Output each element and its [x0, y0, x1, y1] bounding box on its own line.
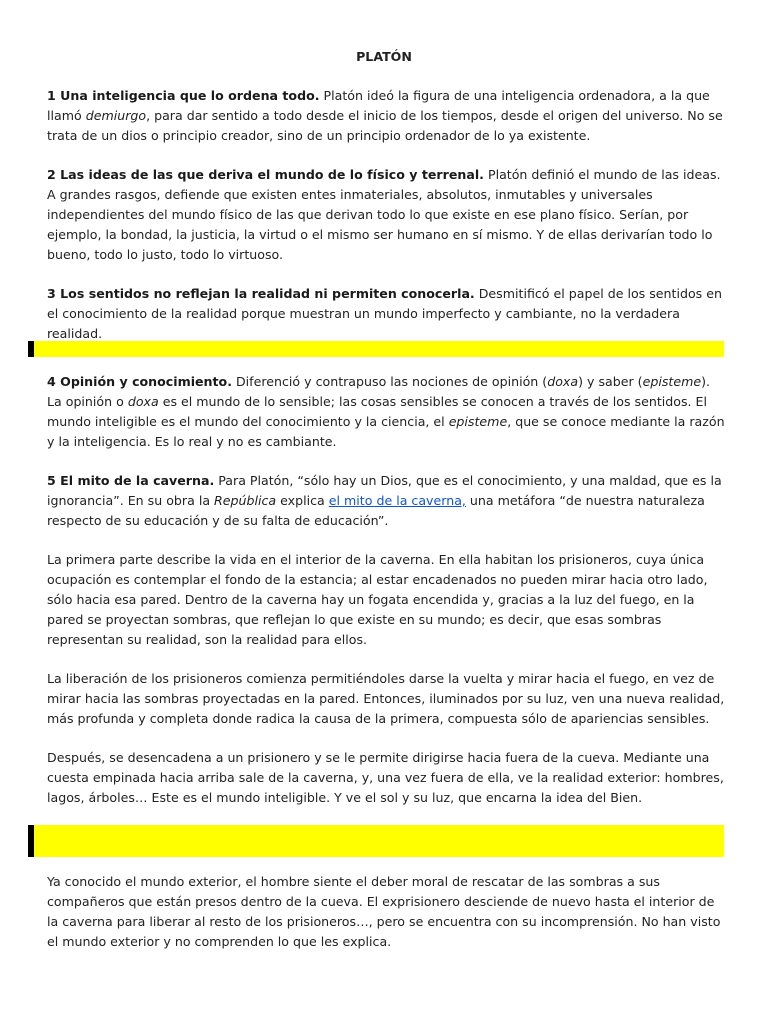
paragraph-4-emphasis-doxa-2: doxa [127, 393, 159, 409]
paragraph-4-emphasis-episteme-2: episteme [448, 413, 508, 429]
paragraph-5-heading: 5 El mito de la caverna. [47, 473, 215, 488]
paragraph-1-text-b: , para dar sentido a todo desde el inicio de los tiempos, desde el origen del universo. No se trata de un dios o principio creador, sino de un principio ordenador de lo ya existente. [47, 107, 723, 143]
paragraph-4-text-d: es el mundo de lo sensible; las cosas sensibles se conocen a través de los sentidos. El mundo inteligible es el mundo del conocimiento y la ciencia, el [47, 393, 707, 429]
paragraph-4-text-b: ) y saber ( [578, 374, 643, 389]
paragraph-5 [47, 471, 727, 531]
paragraph-5-emphasis: República [214, 492, 277, 508]
paragraph-4 [47, 372, 727, 452]
paragraph-2-text: Platón definió el mundo de las ideas. A grandes rasgos, defiende que existen entes inmateriales, absolutos, inmutables y universales independientes del mundo físico de las que derivan todo lo que existe en ese plano físico. Serían, por ejemplo, la bondad, la justicia, la virtud o el mismo ser humano en sí mismo. Y de ellas derivarían todo lo bueno, todo lo justo, todo lo virtuoso. [47, 167, 721, 262]
paragraph-5-text-b: explica [276, 492, 329, 508]
paragraph-4-emphasis-doxa: doxa [547, 374, 579, 389]
page-title: PLATÓN [356, 49, 412, 64]
paragraph-5-text-c: una metáfora “de nuestra naturaleza respecto de su educación y de su falta de educación”. [47, 492, 705, 528]
paragraph-3-text: Desmitificó el papel de los sentidos en el conocimiento de la realidad porque muestran un mundo imperfecto y cambiante, no la verdadera realidad. [47, 286, 722, 341]
paragraph-8: Después, se desencadena a un prisionero y se le permite dirigirse hacia fuera de la cueva. Mediante una cuesta empinada hacia arriba sale de la caverna, y, una vez fuera de ella, ve la realidad exterior: hombres, lagos, árboles… Este es el mundo inteligible. Y ve el sol y su luz, que encarna la idea del Bien. [47, 750, 724, 805]
paragraph-7: La liberación de los prisioneros comienza permitiéndoles darse la vuelta y mirar hacia el fuego, en vez de mirar hacia las sombras proyectadas en la pared. Entonces, iluminados por su luz, ven una nueva realidad, más profunda y completa donde radica la causa de la primera, compuesta sólo de apariencias sensibles. [47, 671, 725, 726]
highlight-bar-1-edge [28, 341, 34, 357]
highlight-bar-2-edge [28, 825, 34, 857]
paragraph-1 [47, 86, 727, 146]
paragraph-5-text-a: Para Platón, “sólo hay un Dios, que es el conocimiento, y una maldad, que es la ignorancia”. En su obra la [47, 473, 722, 508]
paragraph-3-heading: 3 Los sentidos no reflejan la realidad ni permiten conocerla. [47, 286, 475, 301]
paragraph-4-text-e: , que se conoce mediante la razón y la inteligencia. Es lo real y no es cambiante. [47, 413, 725, 449]
paragraph-4-text-a: Diferenció y contrapuso las nociones de opinión ( [231, 374, 548, 389]
paragraph-2-heading: 2 Las ideas de las que deriva el mundo de lo físico y terrenal. [47, 167, 484, 182]
paragraph-4-emphasis-episteme: episteme [642, 374, 702, 389]
paragraph-1-text-a: Platón ideó la figura de una inteligencia ordenadora, a la que llamó [47, 88, 710, 123]
caverna-link[interactable]: el mito de la caverna, [328, 492, 466, 508]
paragraph-4-heading: 4 Opinión y conocimiento. [47, 374, 232, 389]
paragraph-1-emphasis: demiurgo [85, 107, 147, 123]
paragraph-2 [47, 165, 727, 265]
highlight-bar-2 [28, 825, 724, 857]
paragraph-4-text-c: ). La opinión o [47, 374, 711, 409]
paragraph-6: La primera parte describe la vida en el interior de la caverna. En ella habitan los prisioneros, cuya única ocupación es contemplar el fondo de la estancia; al estar encadenados no pueden mirar hacia otro lado, sólo hacia esa pared. Dentro de la caverna hay un fogata encendida y, gracias a la luz del fuego, en la pared se proyectan sombras, que reflejan lo que existe en su mundo; es decir, que esas sombras representan su realidad, son la realidad para ellos. [47, 552, 708, 647]
paragraph-3 [47, 284, 727, 344]
highlight-bar-1 [28, 341, 724, 357]
paragraph-9: Ya conocido el mundo exterior, el hombre siente el deber moral de rescatar de las sombras a sus compañeros que están presos dentro de la cueva. El exprisionero desciende de nuevo hasta el interior de la caverna para liberar al resto de los prisioneros…, pero se encuentra con su incomprensión. No han visto el mundo exterior y no comprenden lo que les explica. [47, 874, 721, 949]
paragraph-1-heading: 1 Una inteligencia que lo ordena todo. [47, 88, 320, 103]
